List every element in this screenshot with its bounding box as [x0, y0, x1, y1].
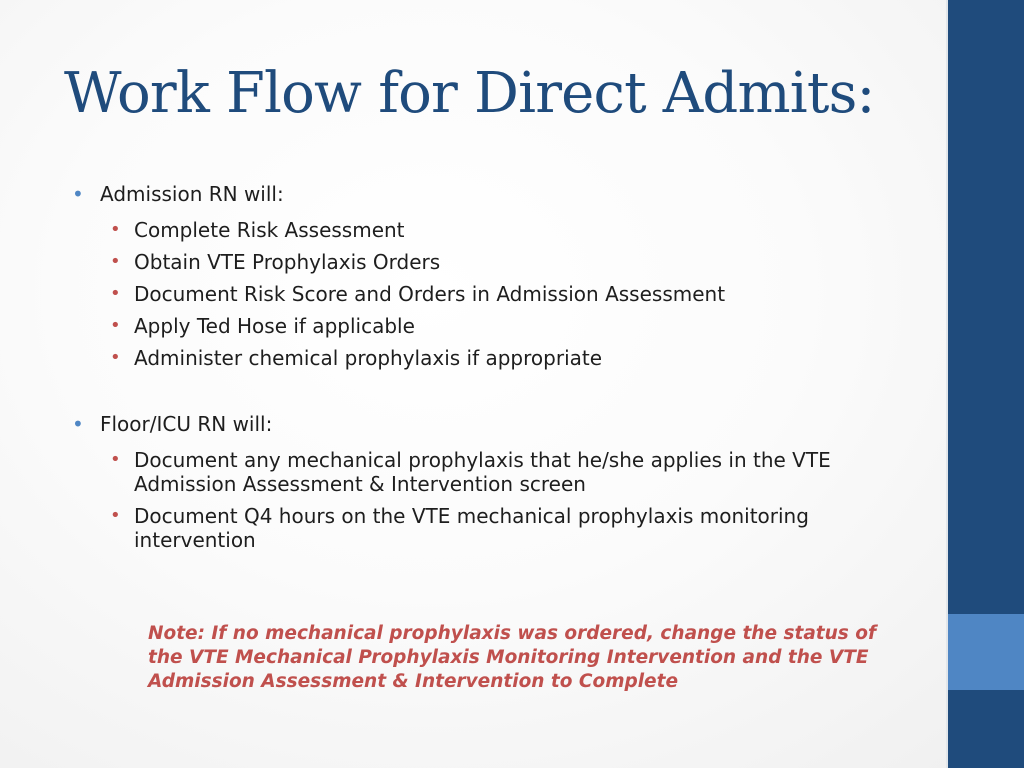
list-item-text: Document Q4 hours on the VTE mechanical prophylaxis monitoring intervention [134, 504, 809, 552]
bullet-icon: • [72, 412, 84, 436]
list-item [72, 282, 902, 306]
list-item [72, 218, 902, 242]
sidebar-edge-line [946, 0, 948, 768]
section-floor-icu-rn [72, 408, 902, 440]
list-item-text: Administer chemical prophylaxis if appropriate [134, 346, 603, 370]
bullet-icon: • [110, 283, 121, 304]
note-text: Note: If no mechanical prophylaxis was ordered, change the status of the VTE Mechanical Prophylaxis Monitoring Intervention and the VTE Admission Assessment & Intervention to Complete [148, 623, 877, 692]
list-item-text: Obtain VTE Prophylaxis Orders [134, 250, 441, 274]
section-heading: Floor/ICU RN will: [100, 412, 273, 436]
bullet-icon: • [110, 251, 121, 272]
floor-icu-rn-items [72, 448, 902, 552]
list-item-text: Complete Risk Assessment [134, 218, 405, 242]
list-item-text: Document any mechanical prophylaxis that he/she applies in the VTE Admission Assessment & Intervention screen [134, 448, 831, 496]
bullet-icon: • [110, 347, 121, 368]
sidebar-accent-block [948, 614, 1024, 690]
list-item-text: Document Risk Score and Orders in Admission Assessment [134, 282, 726, 306]
section-heading: Admission RN will: [100, 182, 284, 206]
section-spacer [72, 370, 902, 408]
list-item [72, 504, 902, 552]
admission-rn-items [72, 218, 902, 370]
sidebar-decoration [948, 0, 1024, 768]
bullet-icon: • [110, 449, 121, 470]
bullet-icon: • [110, 315, 121, 336]
list-item [72, 250, 902, 274]
section-admission-rn [72, 178, 902, 210]
list-item [72, 314, 902, 338]
bullet-icon: • [72, 182, 84, 206]
list-item [72, 346, 902, 370]
slide-title: Work Flow for Direct Admits: [64, 61, 875, 126]
slide-content [72, 178, 902, 552]
list-item [72, 448, 902, 496]
bullet-icon: • [110, 505, 121, 526]
list-item-text: Apply Ted Hose if applicable [134, 314, 415, 338]
bullet-icon: • [110, 219, 121, 240]
